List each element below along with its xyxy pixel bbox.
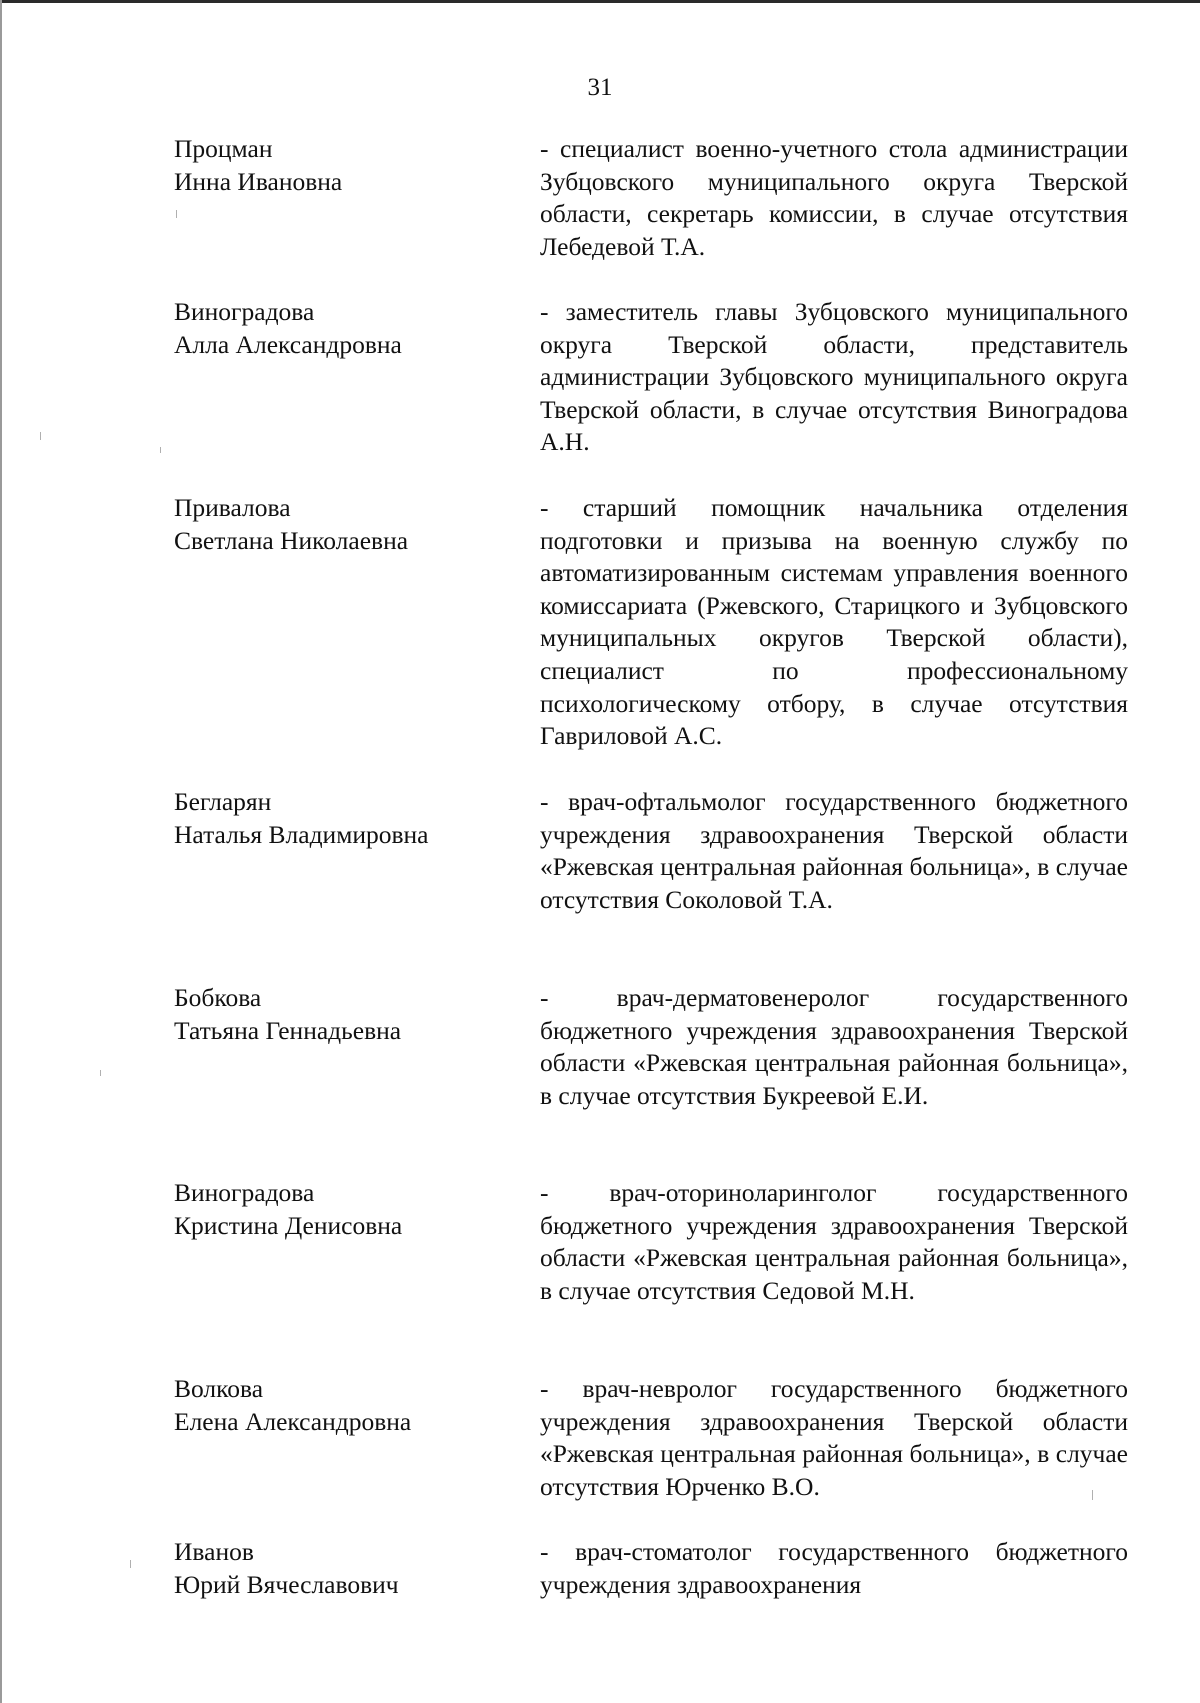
member-surname: Волкова <box>174 1374 264 1403</box>
member-role: - врач-офтальмолог государственного бюджетного учреждения здравоохранения Тверской области «Ржевская центральная районная больница», в случае отсутствия Соколовой Т.А. <box>540 787 1128 914</box>
member-given-names: Юрий Вячеславович <box>174 1569 399 1599</box>
member-name <box>174 492 534 557</box>
scan-top-edge <box>0 0 1200 3</box>
member-surname: Иванов <box>174 1537 254 1566</box>
member-given-names: Алла Александровна <box>174 329 402 359</box>
member-surname: Бегларян <box>174 787 272 816</box>
member-surname: Виноградова <box>174 1178 315 1207</box>
member-surname: Процман <box>174 134 273 163</box>
member-surname: Бобкова <box>174 983 262 1012</box>
member-given-names: Инна Ивановна <box>174 166 343 196</box>
scan-speck <box>40 432 41 440</box>
member-name <box>174 296 534 361</box>
member-role: - врач-оториноларинголог государственного бюджетного учреждения здравоохранения Тверской области «Ржевская центральная районная больница», в случае отсутствия Седовой М.Н. <box>540 1178 1128 1305</box>
scan-speck <box>176 210 177 218</box>
member-given-names: Наталья Владимировна <box>174 819 429 849</box>
member-given-names: Татьяна Геннадьевна <box>174 1015 402 1045</box>
member-role: - старший помощник начальника отделения подготовки и призыва на военную службу по автоматизированным системам управления военного комиссариата (Ржевского, Старицкого и Зубцовского муниципальных округов Тверской области), специалист по профессиональному психологическому отбору, в случае отсутствия Гавриловой А.С. <box>540 493 1128 751</box>
scan-speck <box>130 1560 131 1568</box>
scan-left-edge <box>0 0 2 1703</box>
member-role: - специалист военно-учетного стола администрации Зубцовского муниципального округа Тверской области, секретарь комиссии, в случае отсутствия Лебедевой Т.А. <box>540 134 1128 261</box>
member-given-names: Кристина Денисовна <box>174 1210 403 1240</box>
scan-speck <box>100 1070 101 1076</box>
member-given-names: Елена Александровна <box>174 1406 412 1436</box>
member-role: - врач-дерматовенеролог государственного бюджетного учреждения здравоохранения Тверской области «Ржевская центральная районная больница», в случае отсутствия Букреевой Е.И. <box>540 983 1128 1110</box>
member-role: - врач-стоматолог государственного бюджетного учреждения здравоохранения <box>540 1537 1128 1599</box>
page-number: 31 <box>587 74 613 101</box>
member-name <box>174 1373 534 1438</box>
member-given-names: Светлана Николаевна <box>174 525 409 555</box>
scan-speck <box>160 447 161 453</box>
member-name <box>174 1177 534 1242</box>
member-name <box>174 786 534 851</box>
member-name <box>174 133 534 198</box>
member-surname: Виноградова <box>174 297 315 326</box>
member-name <box>174 1536 534 1601</box>
member-name <box>174 982 534 1047</box>
member-role: - заместитель главы Зубцовского муниципального округа Тверской области, представитель администрации Зубцовского муниципального округа Тверской области, в случае отсутствия Виноградова А.Н. <box>540 297 1128 457</box>
member-role: - врач-невролог государственного бюджетного учреждения здравоохранения Тверской области «Ржевская центральная районная больница», в случае отсутствия Юрченко В.О. <box>540 1374 1128 1501</box>
member-surname: Привалова <box>174 493 291 522</box>
